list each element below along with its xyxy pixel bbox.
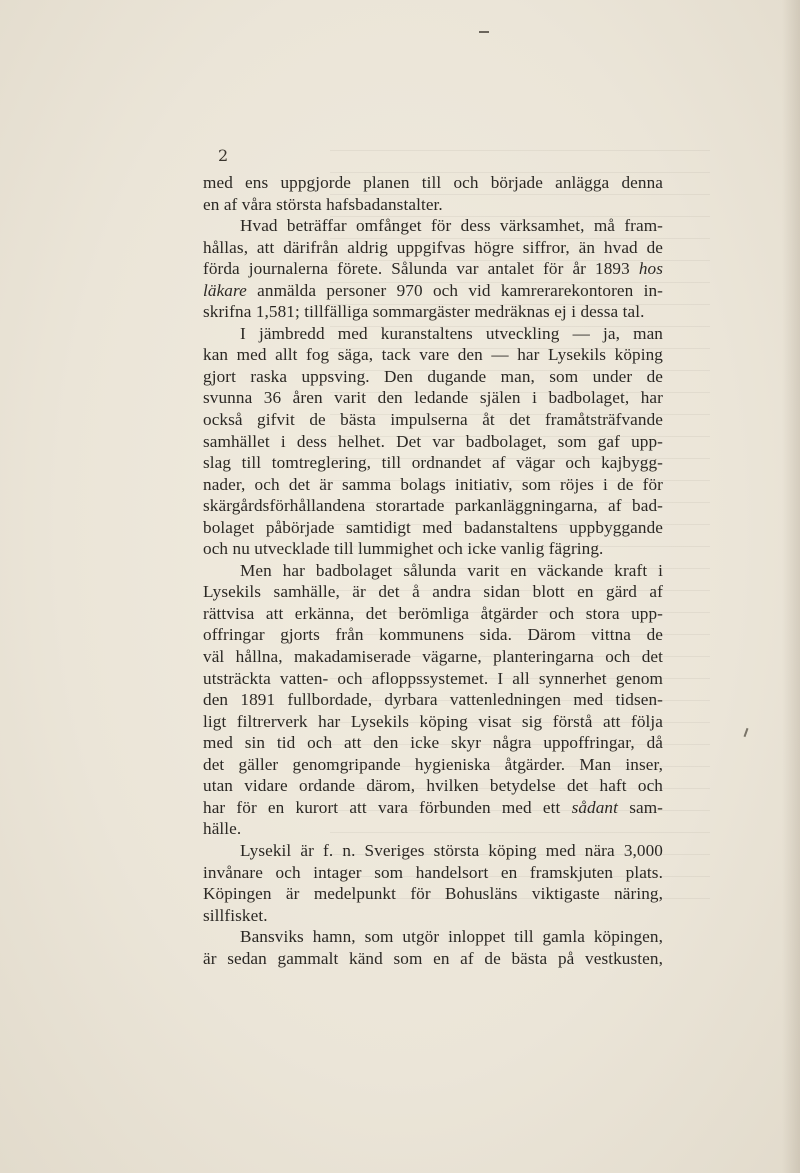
text-span: och nu utvecklade till lummighet och icke vanlig fägring.	[203, 539, 604, 559]
text-line	[203, 215, 663, 237]
text-line	[203, 883, 663, 905]
text-span: slag till tomtreglering, till ordnandet af vägar och kajbygg-	[203, 453, 663, 473]
text-span: rättvisa att erkänna, det berömliga åtgärder och stora upp-	[203, 603, 663, 623]
text-span: offringar gjorts från kommunens sida. Därom vittna de	[203, 625, 663, 645]
text-span: också gifvit de bästa impulserna åt det framåtsträfvande	[203, 410, 663, 430]
text-span: skrifna 1,581; tillfälliga sommargäster medräknas ej i dessa tal.	[203, 302, 645, 322]
text-span: med ens uppgjorde planen till och började anlägga denna	[203, 173, 663, 192]
text-line	[203, 775, 663, 797]
text-span: gjort raska uppsving. Den dugande man, som under de	[203, 366, 663, 386]
italic-text: sådant	[571, 797, 619, 817]
text-span: hälle.	[203, 819, 242, 839]
text-span: samhället i dess helhet. Det var badbolaget, som gaf upp-	[203, 431, 663, 451]
text-span: Men har badbolaget sålunda varit en väckande kraft i	[240, 560, 663, 580]
text-line	[203, 301, 663, 323]
text-span: svunna 36 åren varit den ledande själen i badbolaget, har	[203, 388, 663, 408]
text-span: Lysekils samhälle, är det å andra sidan blott en gärd af	[203, 582, 663, 602]
text-line	[203, 538, 663, 560]
text-span: väl hållna, makadamiserade vägarne, planteringarna och det	[203, 647, 663, 667]
text-span: skärgårdsförhållandena storartade parkanläggningarna, af bad-	[203, 496, 663, 516]
text-line	[203, 668, 663, 690]
text-span: är sedan gammalt känd som en af de bästa på vestkusten,	[203, 948, 663, 968]
text-span: utan vidare ordande därom, hvilken betydelse det haft och	[203, 776, 663, 796]
text-span: Bansviks hamn, som utgör inloppet till gamla köpingen,	[240, 927, 663, 947]
text-line	[203, 818, 663, 840]
text-line	[203, 387, 663, 409]
text-line	[203, 948, 663, 970]
body-text	[203, 172, 663, 969]
text-line	[203, 754, 663, 776]
text-span: har för en kurort att vara förbunden med ett	[203, 797, 572, 817]
text-span: det gäller genomgripande hygieniska åtgärder. Man inser,	[203, 754, 663, 774]
text-span: Köpingen är medelpunkt för Bohusläns viktigaste näring,	[203, 884, 663, 904]
text-span: invånare och intager som handelsort en framskjuten plats.	[203, 862, 663, 882]
text-line	[203, 409, 663, 431]
text-line	[203, 194, 663, 216]
text-line	[203, 797, 663, 819]
text-line	[203, 452, 663, 474]
text-line	[203, 926, 663, 948]
text-span: en af våra största hafsbadanstalter.	[203, 194, 443, 214]
text-span: hållas, att därifrån aldrig uppgifvas högre siffror, än hvad de	[203, 237, 663, 257]
text-line	[203, 732, 663, 754]
text-line	[203, 603, 663, 625]
text-line	[203, 495, 663, 517]
text-line	[203, 366, 663, 388]
text-line	[203, 237, 663, 259]
text-line	[203, 517, 663, 539]
text-line	[203, 840, 663, 862]
paper-speck	[744, 728, 749, 737]
text-line	[203, 258, 663, 280]
text-line	[203, 862, 663, 884]
text-line	[203, 172, 663, 194]
text-span: anmälda personer 970 och vid kamrerarekontoren in-	[246, 280, 663, 300]
text-span: sam-	[618, 797, 664, 817]
text-span: kan med allt fog säga, tack vare den — har Lysekils köping	[203, 345, 663, 365]
text-line	[203, 711, 663, 733]
text-line	[203, 323, 663, 345]
text-span: den 1891 fullbordade, dyrbara vattenledningen med tidsen-	[203, 690, 663, 710]
text-line	[203, 280, 663, 302]
text-line	[203, 560, 663, 582]
text-line	[203, 431, 663, 453]
text-line	[203, 474, 663, 496]
top-mark	[479, 31, 489, 33]
text-span: förda journalerna förete. Sålunda var antalet för år 1893	[203, 259, 639, 279]
text-span: ligt filtrerverk har Lysekils köping visat sig förstå att följa	[203, 711, 663, 731]
italic-text: hos	[638, 259, 663, 279]
text-span: nader, och det är samma bolags initiativ, som röjes i de för	[203, 474, 663, 494]
text-span: med sin tid och att den icke skyr några uppoffringar, då	[203, 733, 663, 753]
text-span: sillfisket.	[203, 905, 268, 925]
text-span: Lysekil är f. n. Sveriges största köping med nära 3,000	[240, 840, 663, 860]
text-line	[203, 581, 663, 603]
text-span: I jämbredd med kuranstaltens utveckling — ja, man	[240, 323, 663, 343]
text-line	[203, 624, 663, 646]
text-span: Hvad beträffar omfånget för dess värksamhet, må fram-	[240, 216, 663, 236]
text-line	[203, 646, 663, 668]
text-span: utsträckta vatten- och afloppssystemet. I all synnerhet genom	[203, 668, 663, 688]
text-line	[203, 344, 663, 366]
text-span: bolaget påbörjade samtidigt med badanstaltens uppbyggande	[203, 517, 663, 537]
page-number: 2	[218, 146, 229, 165]
italic-text: läkare	[203, 280, 247, 300]
text-line	[203, 905, 663, 927]
text-line	[203, 689, 663, 711]
